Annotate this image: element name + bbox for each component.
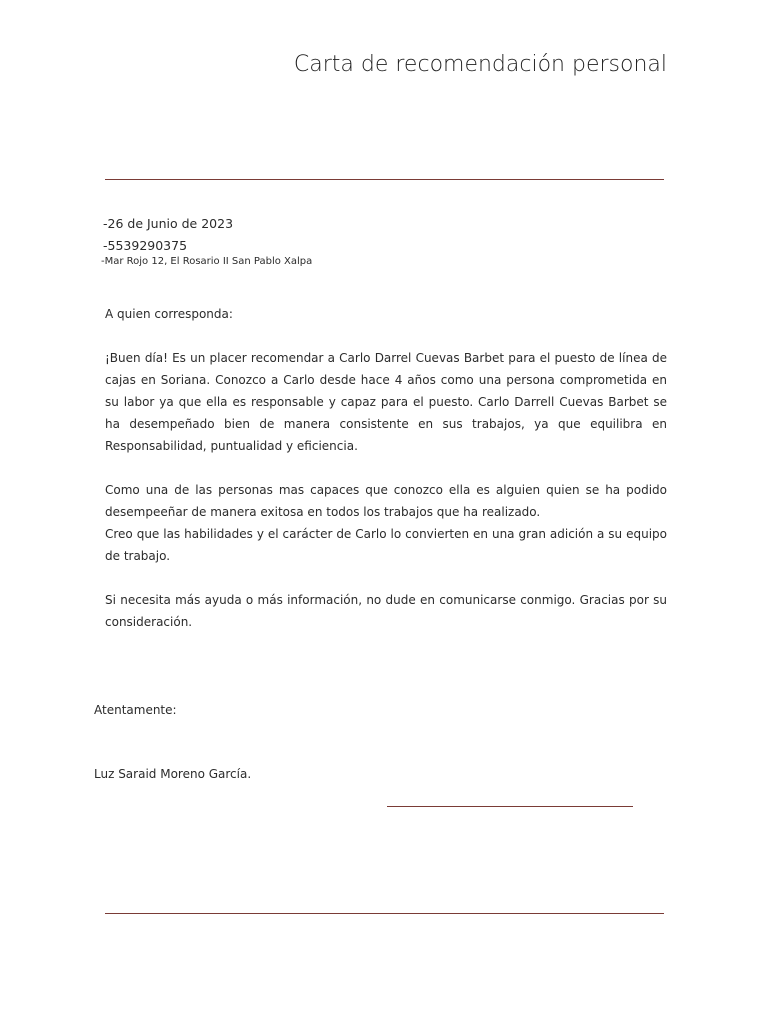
document-title: Carta de recomendación personal — [293, 52, 667, 77]
signature-line — [387, 806, 633, 807]
bottom-divider — [105, 913, 664, 914]
sender-phone: -5539290375 — [103, 238, 188, 253]
paragraph-recommendation: ¡Buen día! Es un placer recomendar a Carlo Darrel Cuevas Barbet para el puesto de línea de cajas en Soriana. Conozco a Carlo desde hace 4 años como una persona comprometida en su labor ya que ella es responsable y capaz para el puesto. Carlo Darrell Cuevas Barbet se ha desempeñado bien de manera consistente en sus trabajos, ya que equilibra en Responsabilidad, puntualidad y eficiencia. — [105, 351, 667, 453]
paragraph-contact: Si necesita más ayuda o más información, no dude en comunicarse conmigo. Gracias por su consideración. — [105, 593, 667, 629]
paragraph-qualities — [105, 479, 667, 567]
paragraph-qualities-line-2: Creo que las habilidades y el carácter de Carlo lo convierten en una gran adición a su equipo de trabajo. — [105, 527, 667, 563]
sender-address: -Mar Rojo 12, El Rosario II San Pablo Xalpa — [101, 256, 313, 267]
salutation: A quien corresponda: — [105, 307, 233, 321]
closing: Atentamente: — [94, 703, 177, 717]
top-divider — [105, 179, 664, 180]
letter-body — [105, 303, 667, 655]
signer-name: Luz Saraid Moreno García. — [94, 767, 252, 781]
paragraph-qualities-line-1: Como una de las personas mas capaces que conozco ella es alguien quien se ha podido desempeeñar de manera exitosa en todos los trabajos que ha realizado. — [105, 483, 667, 519]
letter-date: -26 de Junio de 2023 — [103, 216, 234, 231]
